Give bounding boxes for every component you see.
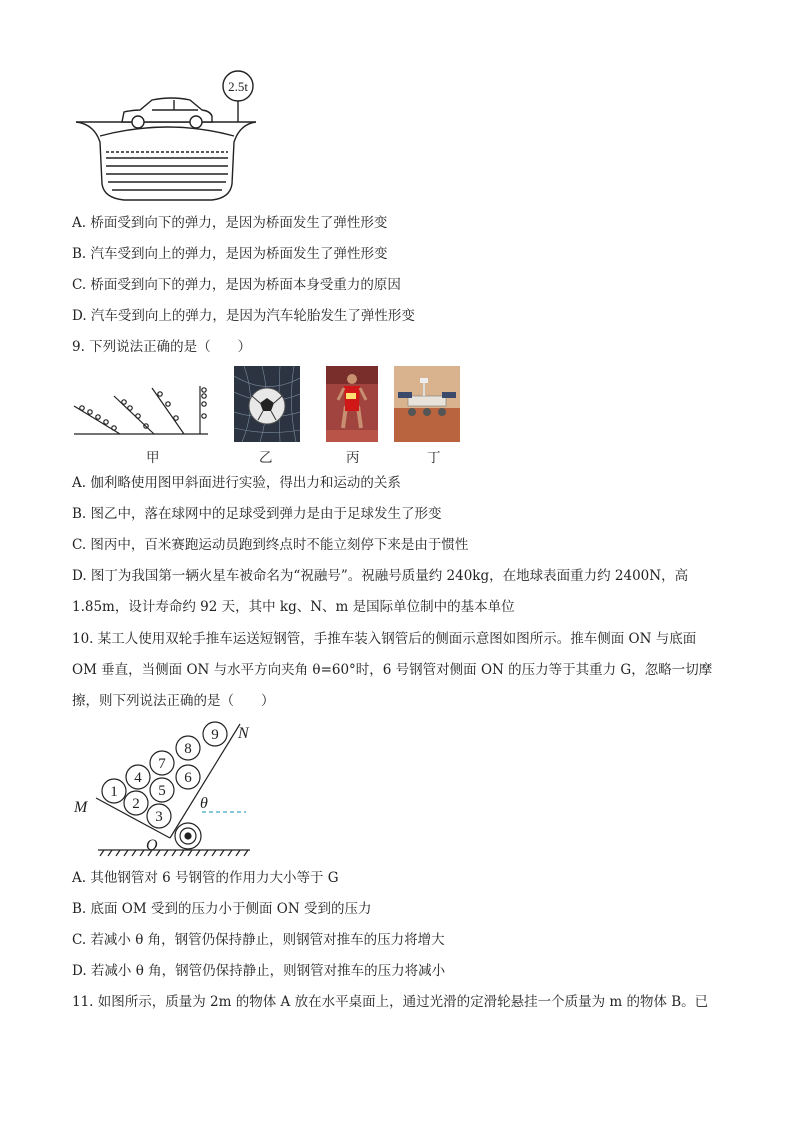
bridge-figure bbox=[72, 66, 272, 204]
q8-option-c: C. 桥面受到向下的弹力，是因为桥面本身受重力的原因 bbox=[72, 277, 401, 293]
cart-pipes-figure bbox=[70, 716, 260, 862]
q10-option-a: A. 其他钢管对 6 号钢管的作用力大小等于 G bbox=[72, 870, 339, 886]
label-theta: θ bbox=[200, 795, 208, 812]
q9-option-d: D. 图丁为我国第一辆火星车被命名为“祝融号”。祝融号质量约 240kg，在地球表面重力约 2400N，高 bbox=[72, 568, 689, 584]
q8-option-b: B. 汽车受到向上的弹力，是因为桥面发生了弹性形变 bbox=[72, 246, 388, 262]
q10-stem-line3: 擦，则下列说法正确的是（ ） bbox=[72, 693, 275, 709]
q9-option-b: B. 图乙中，落在球网中的足球受到弹力是由于足球发生了形变 bbox=[72, 506, 442, 522]
caption-yi: 乙 bbox=[259, 450, 273, 466]
q9-option-a: A. 伽利略使用图甲斜面进行实验，得出力和运动的关系 bbox=[72, 475, 401, 491]
q9-option-d-cont: 1.85m，设计寿命约 92 天，其中 kg、N、m 是国际单位制中的基本单位 bbox=[72, 599, 515, 615]
label-m: M bbox=[74, 799, 88, 816]
label-n: N bbox=[238, 725, 249, 742]
weight-limit-sign: 2.5t bbox=[228, 79, 248, 94]
pipe-9-label: 9 bbox=[211, 727, 219, 743]
q9-option-c: C. 图丙中，百米赛跑运动员跑到终点时不能立刻停下来是由于惯性 bbox=[72, 537, 469, 553]
pipe-4-label: 4 bbox=[134, 770, 142, 786]
pipe-6-label: 6 bbox=[184, 770, 192, 786]
pipe-1-label: 1 bbox=[110, 784, 118, 800]
caption-ding: 丁 bbox=[427, 450, 441, 466]
q8-option-d: D. 汽车受到向上的弹力，是因为汽车轮胎发生了弹性形变 bbox=[72, 308, 415, 324]
caption-bing: 丙 bbox=[346, 450, 360, 466]
q9-stem: 9. 下列说法正确的是（ ） bbox=[72, 339, 252, 355]
pipe-8-label: 8 bbox=[184, 741, 192, 757]
soccer-ball-photo bbox=[234, 366, 300, 442]
q10-option-d: D. 若减小 θ 角，钢管仍保持静止，则钢管对推车的压力将减小 bbox=[72, 963, 446, 979]
q10-stem-line2: OM 垂直，当侧面 ON 与水平方向夹角 θ=60°时，6 号钢管对侧面 ON 的压力等于其重力 G，忽略一切摩 bbox=[72, 662, 713, 678]
pipe-7-label: 7 bbox=[158, 756, 166, 772]
q10-option-b: B. 底面 OM 受到的压力小于侧面 ON 受到的压力 bbox=[72, 901, 372, 917]
q10-option-c: C. 若减小 θ 角，钢管仍保持静止，则钢管对推车的压力将增大 bbox=[72, 932, 445, 948]
caption-jia: 甲 bbox=[146, 450, 160, 466]
label-o: O bbox=[146, 837, 158, 854]
inclined-planes-figure bbox=[72, 382, 212, 440]
q10-stem-line1: 10. 某工人使用双轮手推车运送短钢管，手推车装入钢管后的侧面示意图如图所示。推车侧面 ON 与底面 bbox=[72, 631, 697, 647]
pipe-5-label: 5 bbox=[158, 783, 166, 799]
q11-stem: 11. 如图所示，质量为 2m 的物体 A 放在水平桌面上，通过光滑的定滑轮悬挂一个质量为 m 的物体 B。已 bbox=[72, 994, 709, 1010]
pipe-2-label: 2 bbox=[132, 796, 140, 812]
q8-option-a: A. 桥面受到向下的弹力，是因为桥面发生了弹性形变 bbox=[72, 215, 388, 231]
mars-rover-photo bbox=[394, 366, 460, 442]
sprinter-photo bbox=[326, 366, 378, 442]
pipe-3-label: 3 bbox=[155, 809, 163, 825]
